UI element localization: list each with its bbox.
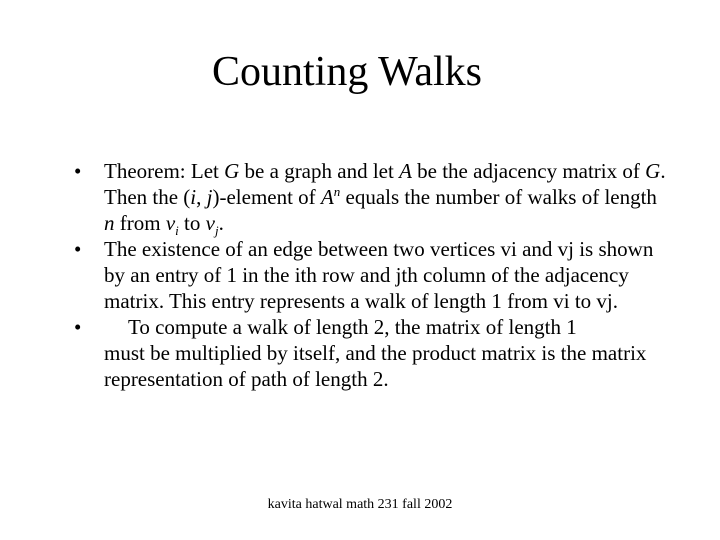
bullet-theorem: [70, 158, 670, 239]
bullet-walk-length-2: [70, 314, 670, 392]
bullet-text-first-line: To compute a walk of length 2, the matrix of length 1: [128, 315, 577, 339]
slide-footer: kavita hatwal math 231 fall 2002: [267, 497, 453, 512]
bullet-list: [70, 158, 670, 392]
theorem-text: Theorem: Let G be a graph and let A be the adjacency matrix of G. Then the (i, j)-element of $A^n$ equals the number of walks of length n from $v_i$ to $v_j$.: [104, 159, 666, 239]
bullet-marker: •: [74, 159, 82, 183]
bullet-marker: •: [74, 237, 82, 261]
bullet-edge-existence: [70, 236, 670, 314]
bullet-marker: •: [74, 315, 82, 339]
bullet-text-rest: must be multiplied by itself, and the product matrix is the matrix representation of path of length 2.: [104, 341, 647, 391]
bullet-text: The existence of an edge between two vertices vi and vj is shown by an entry of 1 in the ith row and jth column of the adjacency matrix. This entry represents a walk of length 1 from vi to vj.: [104, 237, 654, 313]
slide-title: Counting Walks: [211, 49, 483, 95]
